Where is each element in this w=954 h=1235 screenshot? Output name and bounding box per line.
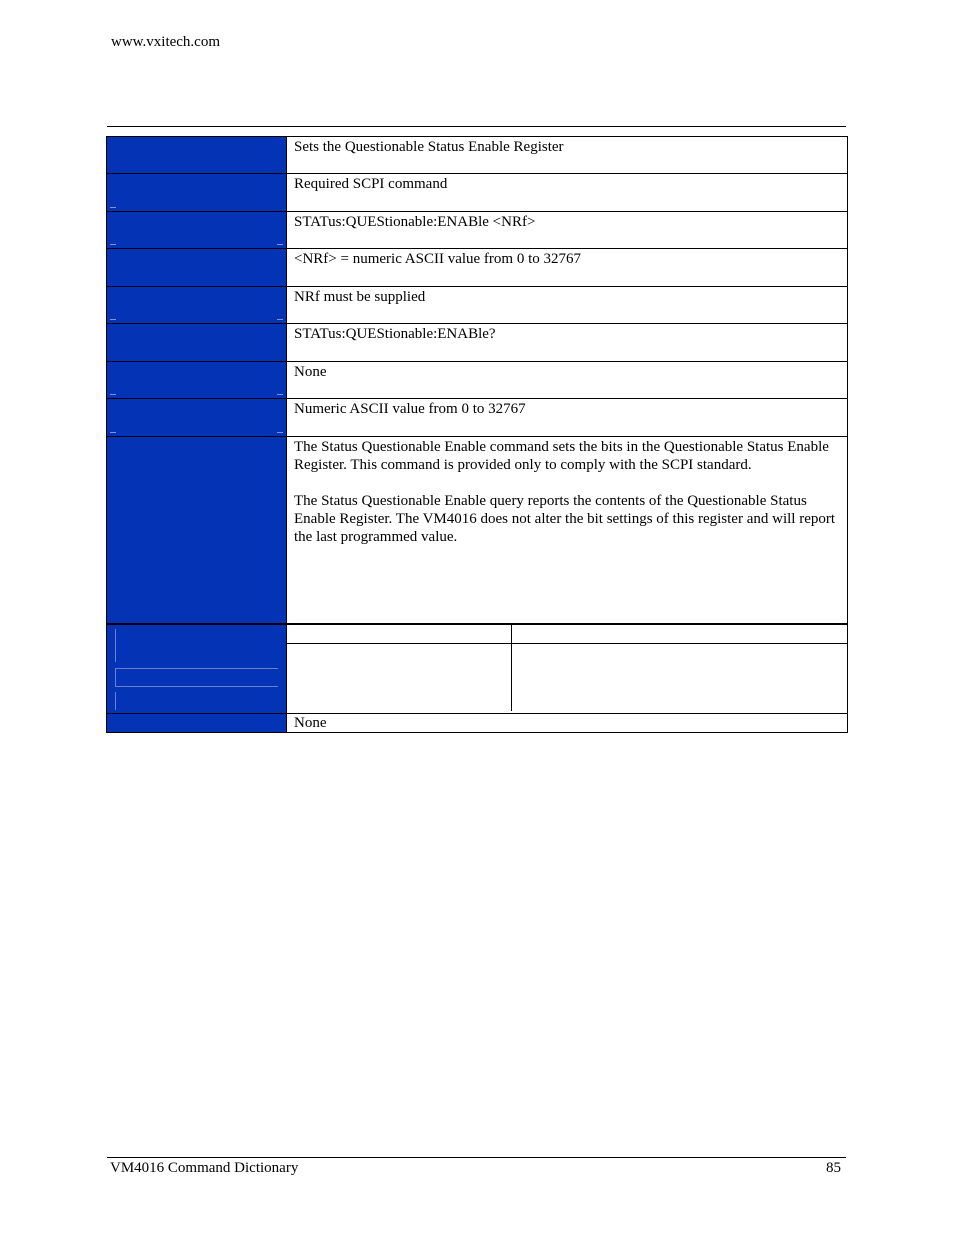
row-value: Required SCPI command bbox=[294, 176, 448, 192]
row-label-cell bbox=[107, 625, 287, 713]
description-paragraph: The Status Questionable Enable query reports the contents of the Questionable Status Enable Register. The VM4016 does not alter the bit settings of this register and will report the last programmed value. bbox=[294, 493, 836, 545]
row-value: <NRf> = numeric ASCII value from 0 to 32767 bbox=[294, 251, 582, 267]
description-paragraph: The Status Questionable Enable command sets the bits in the Questionable Status Enable Register. This command is provided only to comply with the SCPI standard. bbox=[294, 439, 829, 473]
row-value: NRf must be supplied bbox=[294, 289, 426, 305]
footer-divider bbox=[107, 1157, 846, 1158]
bit-grid bbox=[287, 625, 847, 713]
command-table bbox=[106, 136, 848, 733]
header-url: www.vxitech.com bbox=[111, 34, 220, 50]
description-row bbox=[107, 437, 847, 624]
row-label-cell bbox=[107, 362, 287, 398]
row-label-cell bbox=[107, 287, 287, 323]
row-label-cell bbox=[107, 137, 287, 173]
table-row bbox=[107, 174, 847, 212]
bit-grid-header bbox=[287, 625, 847, 644]
row-label-cell bbox=[107, 212, 287, 248]
header-divider bbox=[107, 126, 846, 127]
table-row bbox=[107, 362, 847, 399]
row-value: None bbox=[294, 715, 327, 731]
row-value: Numeric ASCII value from 0 to 32767 bbox=[294, 401, 526, 417]
description-cell bbox=[287, 437, 847, 623]
row-label-cell bbox=[107, 324, 287, 361]
row-label-cell bbox=[107, 399, 287, 436]
table-row bbox=[107, 212, 847, 249]
page-number: 85 bbox=[826, 1160, 841, 1176]
table-row bbox=[107, 287, 847, 324]
row-value: None bbox=[294, 364, 327, 380]
row-value: STATus:QUEStionable:ENABle? bbox=[294, 326, 496, 342]
table-row bbox=[107, 137, 847, 174]
row-label-cell bbox=[107, 437, 287, 623]
row-label-cell bbox=[107, 249, 287, 286]
row-label-cell bbox=[107, 714, 287, 732]
footer-title: VM4016 Command Dictionary bbox=[110, 1160, 299, 1176]
row-label-cell bbox=[107, 174, 287, 211]
bit-table-row bbox=[107, 624, 847, 714]
table-row bbox=[107, 249, 847, 287]
table-row bbox=[107, 399, 847, 437]
row-value: STATus:QUEStionable:ENABle <NRf> bbox=[294, 214, 536, 230]
table-row bbox=[107, 324, 847, 362]
table-row bbox=[107, 714, 847, 732]
row-value: Sets the Questionable Status Enable Register bbox=[294, 139, 564, 155]
bit-grid-body bbox=[287, 644, 847, 711]
